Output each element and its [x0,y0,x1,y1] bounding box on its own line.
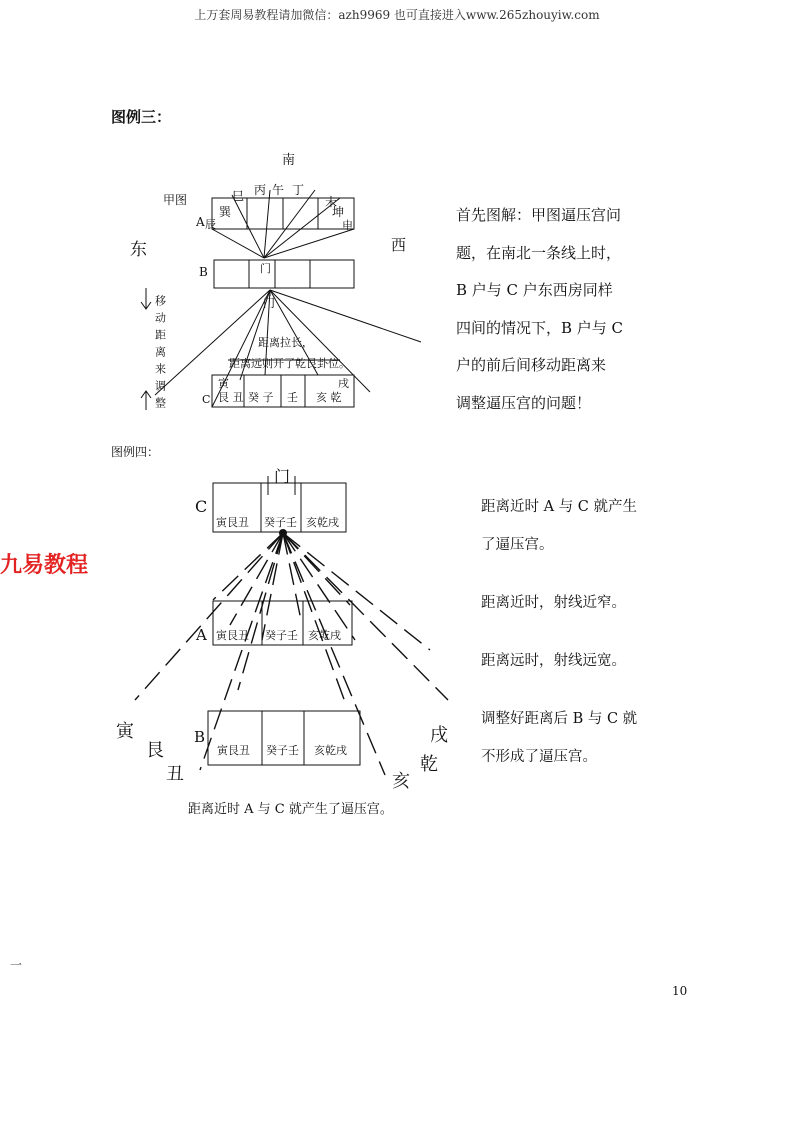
brand-watermark: 九易教程 [0,553,89,578]
row-a-cell: 巽 [219,205,232,219]
header-watermark: 上万套周易教程请加微信：azh9969 也可直接进入www.265zhouyiw.com [194,8,600,22]
big-label-chou: 丑 [166,764,184,785]
d4-row-b-cell: 寅艮丑 [217,744,250,757]
d4-door: 门 [274,467,291,486]
plan-label: 甲图 [163,193,188,207]
big-label-gen: 艮 [146,740,164,761]
d4-row-a-cell: 寅艮丑 [216,629,249,642]
row-c-cell: 壬 [287,391,298,404]
row-c-cell: 亥 乾 [316,391,342,404]
row-c-cell: 癸 子 [248,391,274,404]
d4-row-c-cell: 寅艮丑 [216,516,249,529]
row-c-label: C [202,393,211,406]
compass-west: 西 [391,236,407,254]
marker-ding: 丁 [292,183,305,197]
row-c-corner-left: 寅 [218,377,229,390]
row-a-right-mark: 申 [342,219,353,232]
move-text: 移动距离来调整 [153,295,167,414]
row-b-box [214,260,354,288]
d4-row-c-label: C [195,497,208,516]
row-a-cell: 坤 [332,205,345,219]
marker-wu: 午 [272,183,285,197]
d4-row-c-cell: 亥乾戌 [306,516,339,529]
stretch-line-2: 距离远则开了乾艮卦位。 [229,357,350,370]
section4-title: 图例四： [111,445,160,459]
big-label-xu: 戌 [430,725,448,746]
row-a-left-mark: 辰 [205,218,216,231]
d4-row-a-cell: 亥乾戌 [308,629,341,642]
row-a-label: A [196,215,205,229]
marker-si: 巳 [232,189,245,203]
explanation-line: 首先图解：甲图逼压宫问 [456,206,622,224]
row-c-door: 门 [263,296,276,310]
d4-row-b-label: B [194,728,206,746]
page-number: 10 [672,984,688,998]
explanation-line: B 户与 C 户东西房同样 [456,281,613,299]
d4-row-b-cell: 癸子壬 [266,744,299,757]
compass-south: 南 [282,153,296,168]
compass-east: 东 [130,240,147,260]
row-c-cell: 艮 丑 [218,391,244,404]
d4-row-a-cell: 癸子壬 [265,629,298,642]
note-line: 调整好距离后 B 与 C 就 [481,711,638,727]
section3-title: 图例三： [111,108,172,126]
big-label-yin: 寅 [116,721,134,742]
d4-row-a-label: A [196,626,207,644]
note-line: 距离近时 A 与 C 就产生 [481,499,638,515]
d4-row-c-cell: 癸子壬 [264,516,297,529]
door-center-dot [279,529,287,537]
note-line: 不形成了逼压宫。 [481,749,597,765]
note-line: 距离远时，射线远宽。 [481,653,626,669]
explanation-line: 四间的情况下，B 户与 C [456,318,624,337]
big-label-qian: 乾 [420,754,438,775]
stretch-line-1: 距离拉长， [258,336,313,349]
explanation-line: 户的前后间移动距离来 [456,356,607,374]
margin-mark: 一 [10,958,23,972]
d4-row-b-cell: 亥乾戌 [314,744,347,757]
marker-bing: 丙 [254,183,267,197]
note-line: 了逼压宫。 [481,537,554,553]
explanation-line: 题，在南北一条线上时， [456,243,622,262]
row-b-label: B [199,265,208,279]
marker-wei: 未 [325,195,338,209]
explanation-line: 调整逼压宫的问题！ [456,393,592,412]
big-label-hai: 亥 [392,771,410,792]
row-c-corner-right: 戌 [338,377,349,390]
note-line: 距离近时，射线近窄。 [481,595,626,611]
d4-caption: 距离近时 A 与 C 就产生了逼压宫。 [188,802,393,817]
row-b-door: 门 [260,262,271,275]
